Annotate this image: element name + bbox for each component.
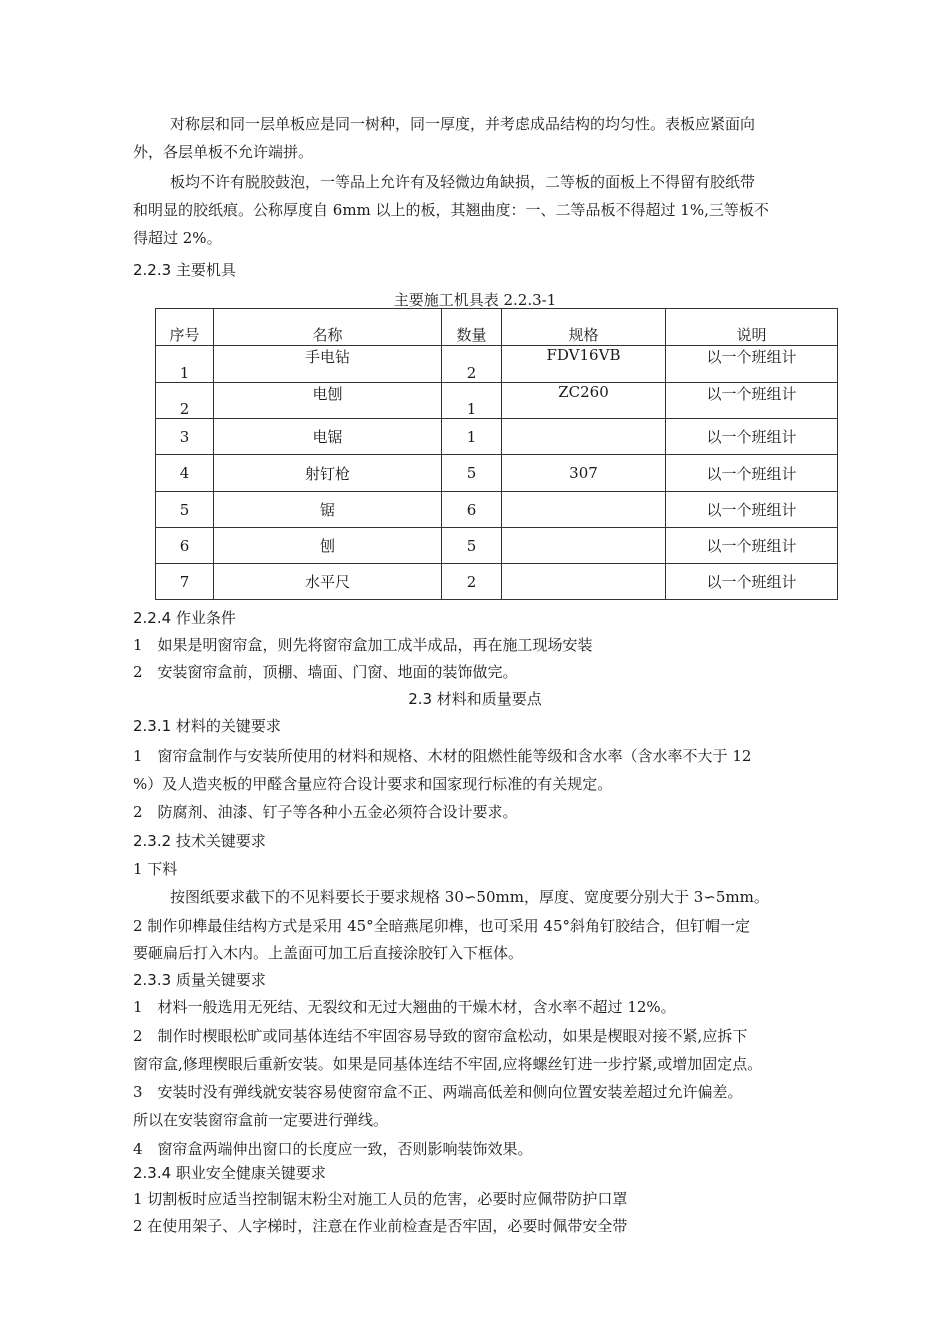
list-item: 1 材料一般选用无死结、无裂纹和无过大翘曲的干燥木材，含水率不超过 12%。 (133, 998, 676, 1016)
list-item-continuation: 窗帘盒,修理楔眼后重新安装。如果是同基体连结不牢固,应将螺丝钉进一步拧紧,或增加固定点。 (133, 1055, 763, 1073)
list-item: 2 在使用架子、人字梯时，注意在作业前检查是否牢固，必要时佩带安全带 (133, 1217, 628, 1235)
list-item: 1 切割板时应适当控制锯末粉尘对施工人员的危害，必要时应佩带防护口罩 (133, 1190, 628, 1208)
cell-spec (502, 419, 666, 455)
cell-name: 电刨 (214, 383, 442, 419)
cell-no: 3 (156, 419, 214, 455)
cell-no: 5 (156, 492, 214, 528)
table-row (156, 492, 838, 528)
table-header-row (156, 309, 838, 346)
list-item: 2 安装窗帘盒前，顶棚、墙面、门窗、地面的装饰做完。 (133, 663, 518, 681)
cell-note: 以一个班组计 (666, 419, 838, 455)
tools-table (155, 308, 838, 600)
cell-no: 6 (156, 528, 214, 564)
cell-qty: 1 (442, 383, 502, 419)
table-row (156, 346, 838, 383)
cell-qty: 1 (442, 419, 502, 455)
list-item-continuation: %）及人造夹板的甲醛含量应符合设计要求和国家现行标准的有关规定。 (133, 775, 613, 793)
section-heading-2-3: 2.3 材料和质量要点 (408, 690, 542, 708)
cell-spec: FDV16VB (502, 346, 666, 383)
cell-spec (502, 528, 666, 564)
intro-paragraph-2-line-1: 板均不许有脱胶鼓泡，一等品上允许有及轻微边角缺损，二等板的面板上不得留有胶纸带 (170, 173, 756, 191)
cell-qty: 2 (442, 346, 502, 383)
section-heading-2-3-4: 2.3.4 职业安全健康关键要求 (133, 1164, 326, 1182)
cell-name: 水平尺 (214, 564, 442, 600)
list-item: 1 如果是明窗帘盒，则先将窗帘盒加工成半成品，再在施工现场安装 (133, 636, 593, 654)
cell-qty: 2 (442, 564, 502, 600)
cell-no: 4 (156, 455, 214, 492)
list-item: 3 安装时没有弹线就安装容易使窗帘盒不正、两端高低差和侧向位置安装差超过允许偏差。 (133, 1083, 743, 1101)
list-item-body: 按图纸要求截下的不见料要长于要求规格 30∽50mm，厚度、宽度要分别大于 3∽5mm。 (170, 888, 769, 906)
cell-name: 手电钻 (214, 346, 442, 383)
cell-qty: 5 (442, 528, 502, 564)
cell-note: 以一个班组计 (666, 346, 838, 383)
cell-spec: ZC260 (502, 383, 666, 419)
cell-qty: 6 (442, 492, 502, 528)
cell-name: 刨 (214, 528, 442, 564)
table-row (156, 528, 838, 564)
section-heading-2-3-1: 2.3.1 材料的关键要求 (133, 717, 281, 735)
cell-qty: 5 (442, 455, 502, 492)
cell-note: 以一个班组计 (666, 455, 838, 492)
header-cell-name: 名称 (214, 309, 442, 346)
section-heading-2-3-3: 2.3.3 质量关键要求 (133, 971, 266, 989)
cell-name: 锯 (214, 492, 442, 528)
list-item: 2 制作时楔眼松旷或同基体连结不牢固容易导致的窗帘盒松动，如果是楔眼对接不紧,应拆下 (133, 1027, 748, 1045)
intro-paragraph-1-line-2: 外，各层单板不允许端拼。 (133, 143, 314, 161)
table-caption: 主要施工机具表 2.2.3-1 (393, 291, 557, 309)
cell-name: 电锯 (214, 419, 442, 455)
table-row (156, 564, 838, 600)
list-item-continuation: 所以在安装窗帘盒前一定要进行弹线。 (133, 1111, 389, 1129)
cell-spec (502, 564, 666, 600)
header-cell-note: 说明 (666, 309, 838, 346)
table-row (156, 383, 838, 419)
cell-no: 7 (156, 564, 214, 600)
header-cell-no: 序号 (156, 309, 214, 346)
table-row (156, 419, 838, 455)
list-item: 1 下料 (133, 860, 178, 878)
section-heading-2-2-3: 2.2.3 主要机具 (133, 261, 236, 279)
intro-paragraph-2-line-2: 和明显的胶纸痕。公称厚度自 6mm 以上的板，其翘曲度：一、二等品板不得超过 1%,三等板不 (133, 201, 769, 219)
intro-paragraph-1-line-1: 对称层和同一层单板应是同一树种，同一厚度，并考虑成品结构的均匀性。表板应紧面向 (170, 115, 756, 133)
list-item: 4 窗帘盒两端伸出窗口的长度应一致，否则影响装饰效果。 (133, 1140, 533, 1158)
cell-note: 以一个班组计 (666, 383, 838, 419)
cell-note: 以一个班组计 (666, 528, 838, 564)
cell-spec: 307 (502, 455, 666, 492)
section-heading-2-2-4: 2.2.4 作业条件 (133, 609, 236, 627)
header-cell-qty: 数量 (442, 309, 502, 346)
cell-no: 2 (156, 383, 214, 419)
list-item: 2 制作卯榫最佳结构方式是采用 45°全暗燕尾卯榫，也可采用 45°斜角钉胶结合，但钉帽一定 (133, 917, 751, 935)
cell-note: 以一个班组计 (666, 564, 838, 600)
cell-no: 1 (156, 346, 214, 383)
section-heading-2-3-2: 2.3.2 技术关键要求 (133, 832, 266, 850)
cell-name: 射钉枪 (214, 455, 442, 492)
intro-paragraph-2-line-3: 得超过 2%。 (133, 229, 222, 247)
list-item-continuation: 要砸扁后打入木内。上盖面可加工后直接涂胶钉入下框体。 (133, 944, 524, 962)
table-row (156, 455, 838, 492)
list-item: 2 防腐剂、油漆、钉子等各种小五金必须符合设计要求。 (133, 803, 518, 821)
header-cell-spec: 规格 (502, 309, 666, 346)
cell-spec (502, 492, 666, 528)
cell-note: 以一个班组计 (666, 492, 838, 528)
list-item: 1 窗帘盒制作与安装所使用的材料和规格、木材的阻燃性能等级和含水率（含水率不大于 12 (133, 747, 752, 765)
